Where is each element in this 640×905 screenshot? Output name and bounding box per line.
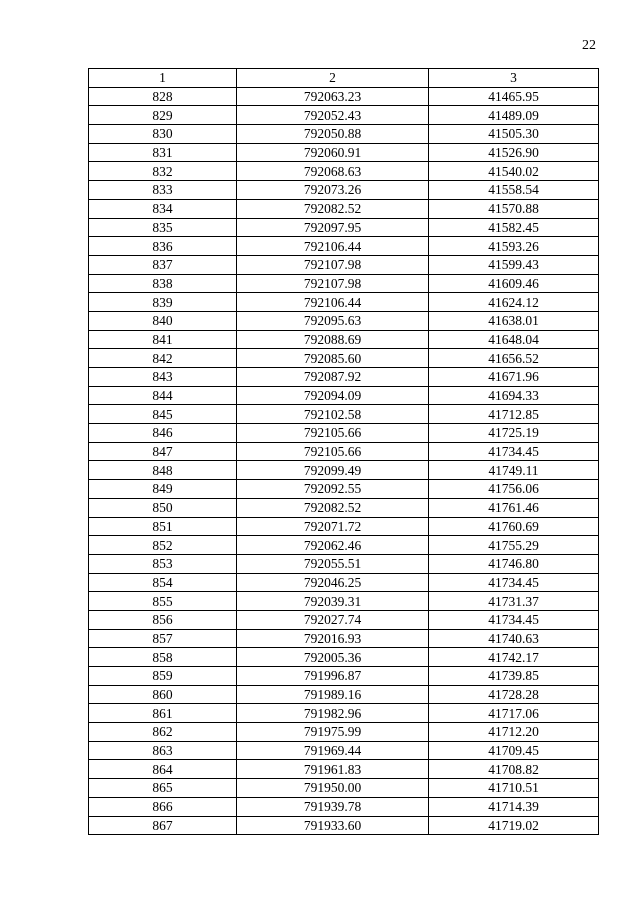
point-number-cell: 833 xyxy=(89,181,237,200)
x-coordinate-cell: 792085.60 xyxy=(237,349,429,368)
y-coordinate-cell: 41760.69 xyxy=(429,517,599,536)
y-coordinate-cell: 41489.09 xyxy=(429,106,599,125)
point-number-cell: 835 xyxy=(89,218,237,237)
y-coordinate-cell: 41740.63 xyxy=(429,629,599,648)
point-number-cell: 860 xyxy=(89,685,237,704)
table-row xyxy=(89,610,599,629)
table-row xyxy=(89,293,599,312)
y-coordinate-cell: 41746.80 xyxy=(429,554,599,573)
y-coordinate-cell: 41570.88 xyxy=(429,199,599,218)
point-number-cell: 862 xyxy=(89,723,237,742)
table-row xyxy=(89,199,599,218)
x-coordinate-cell: 792102.58 xyxy=(237,405,429,424)
table-row xyxy=(89,536,599,555)
table-row xyxy=(89,816,599,835)
x-coordinate-cell: 792062.46 xyxy=(237,536,429,555)
y-coordinate-cell: 41712.85 xyxy=(429,405,599,424)
x-coordinate-cell: 791975.99 xyxy=(237,723,429,742)
table-row xyxy=(89,442,599,461)
x-coordinate-cell: 792060.91 xyxy=(237,143,429,162)
point-number-cell: 831 xyxy=(89,143,237,162)
table-row xyxy=(89,368,599,387)
point-number-cell: 851 xyxy=(89,517,237,536)
x-coordinate-cell: 792107.98 xyxy=(237,255,429,274)
x-coordinate-cell: 791939.78 xyxy=(237,797,429,816)
point-number-cell: 830 xyxy=(89,125,237,144)
table-row xyxy=(89,106,599,125)
point-number-cell: 858 xyxy=(89,648,237,667)
point-number-cell: 846 xyxy=(89,424,237,443)
column-header-y: 3 xyxy=(429,69,599,88)
y-coordinate-cell: 41712.20 xyxy=(429,723,599,742)
point-number-cell: 861 xyxy=(89,704,237,723)
point-number-cell: 854 xyxy=(89,573,237,592)
y-coordinate-cell: 41694.33 xyxy=(429,386,599,405)
table-row xyxy=(89,554,599,573)
point-number-cell: 829 xyxy=(89,106,237,125)
x-coordinate-cell: 791933.60 xyxy=(237,816,429,835)
x-coordinate-cell: 792082.52 xyxy=(237,199,429,218)
x-coordinate-cell: 791996.87 xyxy=(237,667,429,686)
x-coordinate-cell: 791961.83 xyxy=(237,760,429,779)
point-number-cell: 844 xyxy=(89,386,237,405)
y-coordinate-cell: 41465.95 xyxy=(429,87,599,106)
x-coordinate-cell: 791969.44 xyxy=(237,741,429,760)
y-coordinate-cell: 41656.52 xyxy=(429,349,599,368)
y-coordinate-cell: 41582.45 xyxy=(429,218,599,237)
y-coordinate-cell: 41609.46 xyxy=(429,274,599,293)
point-number-cell: 845 xyxy=(89,405,237,424)
table-row xyxy=(89,797,599,816)
table-row xyxy=(89,704,599,723)
point-number-cell: 866 xyxy=(89,797,237,816)
table-row xyxy=(89,685,599,704)
y-coordinate-cell: 41742.17 xyxy=(429,648,599,667)
table-row xyxy=(89,181,599,200)
y-coordinate-cell: 41593.26 xyxy=(429,237,599,256)
table-row xyxy=(89,648,599,667)
y-coordinate-cell: 41725.19 xyxy=(429,424,599,443)
y-coordinate-cell: 41739.85 xyxy=(429,667,599,686)
point-number-cell: 853 xyxy=(89,554,237,573)
point-number-cell: 849 xyxy=(89,480,237,499)
table-row xyxy=(89,498,599,517)
table-row xyxy=(89,573,599,592)
x-coordinate-cell: 792068.63 xyxy=(237,162,429,181)
x-coordinate-cell: 792094.09 xyxy=(237,386,429,405)
y-coordinate-cell: 41714.39 xyxy=(429,797,599,816)
column-header-x: 2 xyxy=(237,69,429,88)
table-row xyxy=(89,311,599,330)
y-coordinate-cell: 41638.01 xyxy=(429,311,599,330)
point-number-cell: 828 xyxy=(89,87,237,106)
y-coordinate-cell: 41731.37 xyxy=(429,592,599,611)
y-coordinate-cell: 41540.02 xyxy=(429,162,599,181)
table-row xyxy=(89,741,599,760)
table-row xyxy=(89,480,599,499)
table-row xyxy=(89,218,599,237)
table-row xyxy=(89,424,599,443)
coordinates-table xyxy=(88,68,599,835)
point-number-cell: 863 xyxy=(89,741,237,760)
x-coordinate-cell: 792106.44 xyxy=(237,237,429,256)
x-coordinate-cell: 792039.31 xyxy=(237,592,429,611)
point-number-cell: 843 xyxy=(89,368,237,387)
y-coordinate-cell: 41671.96 xyxy=(429,368,599,387)
x-coordinate-cell: 792106.44 xyxy=(237,293,429,312)
x-coordinate-cell: 792046.25 xyxy=(237,573,429,592)
y-coordinate-cell: 41709.45 xyxy=(429,741,599,760)
point-number-cell: 850 xyxy=(89,498,237,517)
point-number-cell: 852 xyxy=(89,536,237,555)
point-number-cell: 864 xyxy=(89,760,237,779)
x-coordinate-cell: 791950.00 xyxy=(237,779,429,798)
table-row xyxy=(89,405,599,424)
table-row xyxy=(89,87,599,106)
y-coordinate-cell: 41558.54 xyxy=(429,181,599,200)
x-coordinate-cell: 792105.66 xyxy=(237,442,429,461)
x-coordinate-cell: 791989.16 xyxy=(237,685,429,704)
table-row xyxy=(89,592,599,611)
y-coordinate-cell: 41734.45 xyxy=(429,573,599,592)
point-number-cell: 839 xyxy=(89,293,237,312)
y-coordinate-cell: 41719.02 xyxy=(429,816,599,835)
point-number-cell: 842 xyxy=(89,349,237,368)
table-row xyxy=(89,274,599,293)
x-coordinate-cell: 792073.26 xyxy=(237,181,429,200)
point-number-cell: 841 xyxy=(89,330,237,349)
point-number-cell: 859 xyxy=(89,667,237,686)
x-coordinate-cell: 792016.93 xyxy=(237,629,429,648)
column-header-point: 1 xyxy=(89,69,237,88)
point-number-cell: 847 xyxy=(89,442,237,461)
x-coordinate-cell: 792055.51 xyxy=(237,554,429,573)
y-coordinate-cell: 41734.45 xyxy=(429,610,599,629)
table-row xyxy=(89,255,599,274)
table-row xyxy=(89,461,599,480)
point-number-cell: 848 xyxy=(89,461,237,480)
table-row xyxy=(89,143,599,162)
page-number: 22 xyxy=(582,38,596,53)
x-coordinate-cell: 792052.43 xyxy=(237,106,429,125)
y-coordinate-cell: 41755.29 xyxy=(429,536,599,555)
table-row xyxy=(89,779,599,798)
y-coordinate-cell: 41708.82 xyxy=(429,760,599,779)
point-number-cell: 865 xyxy=(89,779,237,798)
y-coordinate-cell: 41648.04 xyxy=(429,330,599,349)
x-coordinate-cell: 792092.55 xyxy=(237,480,429,499)
x-coordinate-cell: 792027.74 xyxy=(237,610,429,629)
table-row xyxy=(89,517,599,536)
point-number-cell: 834 xyxy=(89,199,237,218)
x-coordinate-cell: 792107.98 xyxy=(237,274,429,293)
y-coordinate-cell: 41728.28 xyxy=(429,685,599,704)
y-coordinate-cell: 41756.06 xyxy=(429,480,599,499)
table-row xyxy=(89,349,599,368)
y-coordinate-cell: 41526.90 xyxy=(429,143,599,162)
point-number-cell: 836 xyxy=(89,237,237,256)
table-row xyxy=(89,330,599,349)
y-coordinate-cell: 41599.43 xyxy=(429,255,599,274)
x-coordinate-cell: 792082.52 xyxy=(237,498,429,517)
y-coordinate-cell: 41505.30 xyxy=(429,125,599,144)
x-coordinate-cell: 791982.96 xyxy=(237,704,429,723)
x-coordinate-cell: 792063.23 xyxy=(237,87,429,106)
table-row xyxy=(89,237,599,256)
y-coordinate-cell: 41710.51 xyxy=(429,779,599,798)
y-coordinate-cell: 41717.06 xyxy=(429,704,599,723)
x-coordinate-cell: 792099.49 xyxy=(237,461,429,480)
point-number-cell: 840 xyxy=(89,311,237,330)
point-number-cell: 838 xyxy=(89,274,237,293)
table-header-row xyxy=(89,69,599,88)
x-coordinate-cell: 792050.88 xyxy=(237,125,429,144)
table-row xyxy=(89,386,599,405)
table-row xyxy=(89,162,599,181)
point-number-cell: 857 xyxy=(89,629,237,648)
x-coordinate-cell: 792088.69 xyxy=(237,330,429,349)
point-number-cell: 837 xyxy=(89,255,237,274)
table-row xyxy=(89,760,599,779)
y-coordinate-cell: 41624.12 xyxy=(429,293,599,312)
point-number-cell: 856 xyxy=(89,610,237,629)
x-coordinate-cell: 792105.66 xyxy=(237,424,429,443)
point-number-cell: 832 xyxy=(89,162,237,181)
x-coordinate-cell: 792087.92 xyxy=(237,368,429,387)
x-coordinate-cell: 792095.63 xyxy=(237,311,429,330)
y-coordinate-cell: 41749.11 xyxy=(429,461,599,480)
y-coordinate-cell: 41734.45 xyxy=(429,442,599,461)
table-row xyxy=(89,629,599,648)
x-coordinate-cell: 792005.36 xyxy=(237,648,429,667)
y-coordinate-cell: 41761.46 xyxy=(429,498,599,517)
table-row xyxy=(89,723,599,742)
x-coordinate-cell: 792071.72 xyxy=(237,517,429,536)
table-body xyxy=(89,69,599,835)
table-row xyxy=(89,125,599,144)
x-coordinate-cell: 792097.95 xyxy=(237,218,429,237)
point-number-cell: 855 xyxy=(89,592,237,611)
point-number-cell: 867 xyxy=(89,816,237,835)
table-row xyxy=(89,667,599,686)
